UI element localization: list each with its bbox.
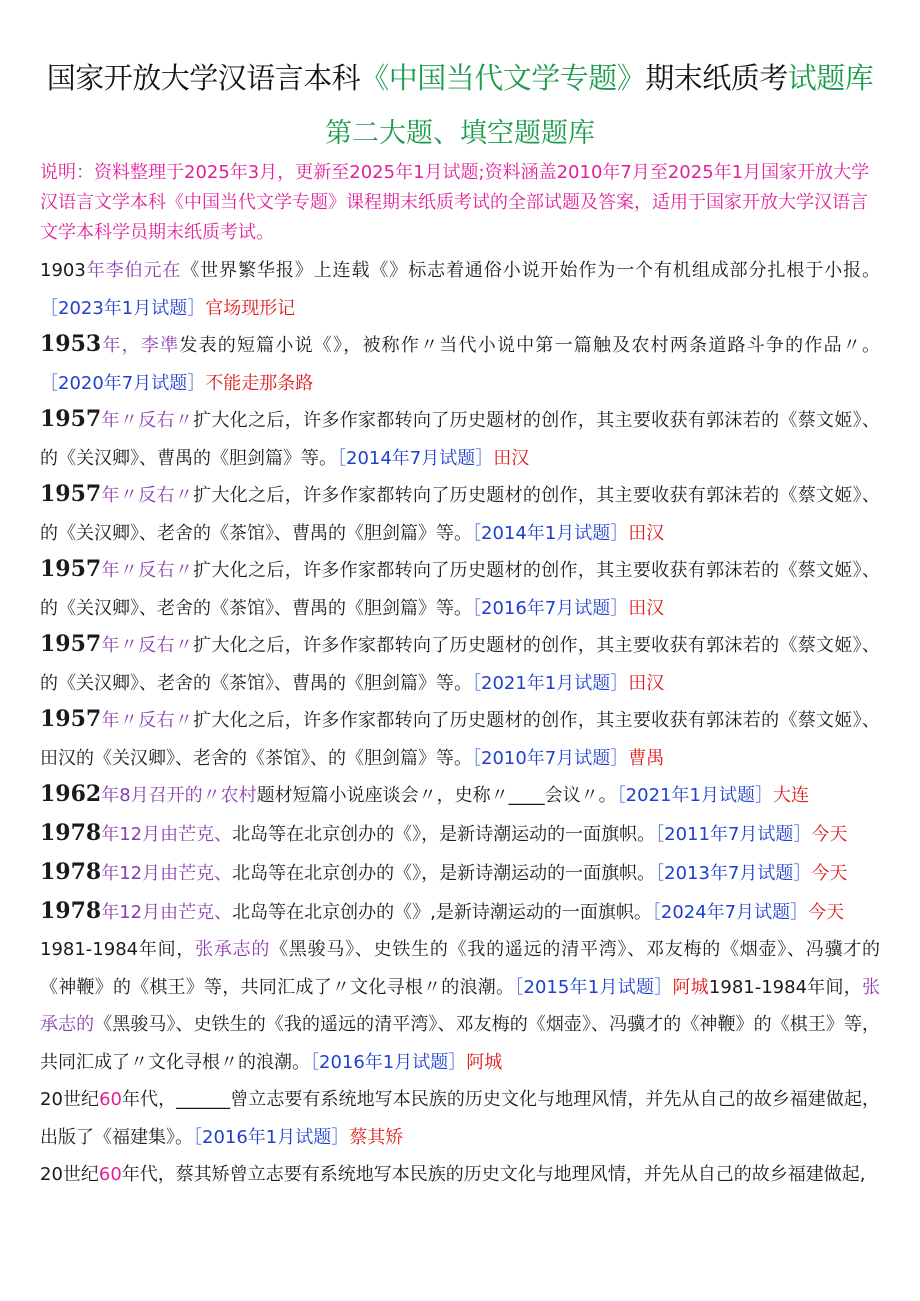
question-highlight: 张承志的 <box>195 939 271 960</box>
question-source-tag: ［2021年1月试题］ <box>472 672 629 694</box>
question-source-tag: ［2024年7月试题］ <box>651 902 809 923</box>
question-answer: 田汉 <box>493 447 530 469</box>
question-highlight: 年，李凖 <box>101 335 180 356</box>
question-item <box>40 401 880 477</box>
question-year: 1957 <box>40 406 102 432</box>
question-item <box>40 854 880 893</box>
question-source-tag: ［2014年7月试题］ <box>337 447 494 469</box>
question-year: 1978 <box>40 859 102 885</box>
question-year: 1978 <box>40 898 102 924</box>
question-text: 年代，______曾立志要有系统地写本民族的历史文化与地理风情，并先从自己的故乡福建做起，出版了《福建集》。 <box>40 1089 880 1148</box>
question-highlight: 年12月由芒克、 <box>101 863 233 884</box>
question-year: 1981-1984年间， <box>40 939 196 960</box>
question-answer: 阿城 <box>466 1051 503 1073</box>
question-item <box>40 931 880 1081</box>
question-highlight: 年〃反右〃 <box>101 635 194 656</box>
question-text: 年代，蔡其矫曾立志要有系统地写本民族的历史文化与地理风情，并先从自己的故乡福建做起, <box>121 1164 866 1185</box>
question-item <box>40 476 880 552</box>
title-part-1: 国家开放大学汉语言本科 <box>46 61 361 95</box>
question-year: 20世纪 <box>40 1164 99 1185</box>
question-source-tag: ［2010年7月试题］ <box>472 747 629 769</box>
question-text: 北岛等在北京创办的《》，是新诗潮运动的一面旗帜。 <box>232 824 656 845</box>
question-highlight: 60 <box>98 1164 122 1185</box>
question-answer: 大连 <box>772 785 809 806</box>
question-source-tag: ［2011年7月试题］ <box>655 824 812 845</box>
question-source-tag: ［2014年1月试题］ <box>472 522 629 544</box>
question-item <box>40 1156 880 1194</box>
question-text: 扩大化之后，许多作家都转向了历史题材的创作，其主要收获有郭沫若的《蔡文姬》、的《关汉卿》、老舍的《茶馆》、曹禺的《胆剑篇》等。 <box>40 560 880 619</box>
question-year: 1978 <box>40 820 102 846</box>
question-year: 1981-1984年间， <box>708 976 862 998</box>
question-item <box>40 252 880 327</box>
question-highlight: 年〃反右〃 <box>101 485 194 506</box>
question-text: 扩大化之后，许多作家都转向了历史题材的创作，其主要收获有郭沫若的《蔡文姬》、的《关汉卿》、曹禺的《胆剑篇》等。 <box>40 410 880 469</box>
question-text: 北岛等在北京创办的《》,是新诗潮运动的一面旗帜。 <box>232 902 652 923</box>
question-source-tag: ［2021年1月试题］ <box>616 785 773 806</box>
question-text: 发表的短篇小说《》，被称作〃当代小说中第一篇触及农村两条道路斗争的作品〃。 <box>179 335 881 356</box>
question-text: 扩大化之后，许多作家都转向了历史题材的创作，其主要收获有郭沫若的《蔡文姬》、的《关汉卿》、老舍的《茶馆》、曹禺的《胆剑篇》等。 <box>40 485 880 544</box>
question-highlight: 年〃反右〃 <box>101 560 194 581</box>
question-item <box>40 701 880 777</box>
question-source-tag: ［2016年1月试题］ <box>310 1051 467 1073</box>
question-item <box>40 776 880 815</box>
question-highlight: 年8月召开的〃农村 <box>101 785 257 806</box>
question-year: 1957 <box>40 706 102 732</box>
question-text: 《黑骏马》、史铁生的《我的遥远的清平湾》、邓友梅的《烟壶》、冯骥才的《神鞭》的《棋王》等，共同汇成了〃文化寻根〃的浪潮。 <box>40 939 880 998</box>
question-answer: 田汉 <box>628 597 665 619</box>
question-year: 1957 <box>40 556 102 582</box>
question-highlight: 年〃反右〃 <box>101 410 194 431</box>
question-highlight: 年12月由芒克、 <box>101 902 233 923</box>
question-item <box>40 815 880 854</box>
instruction-note: 说明：资料整理于2025年3月，更新至2025年1月试题;资料涵盖2010年7月至2025年1月国家开放大学汉语言文学本科《中国当代文学专题》课程期末纸质考试的全部试题及答案，适用于国家开放大学汉语言文学本科学员期末纸质考试。 <box>40 162 870 243</box>
question-answer: 今天 <box>811 824 848 845</box>
title-part-3: 期末纸质考 <box>645 61 788 95</box>
question-item <box>40 551 880 627</box>
question-source-tag: ［2013年7月试题］ <box>655 863 812 884</box>
question-source-tag: ［2016年7月试题］ <box>472 597 629 619</box>
question-year: 20世纪 <box>40 1089 100 1110</box>
question-answer: 今天 <box>811 863 848 884</box>
question-answer: 曹禺 <box>628 747 665 769</box>
question-text: 《世界繁华报》上连载《》标志着通俗小说开始作为一个有机组成部分扎根于小报。 <box>181 260 881 281</box>
question-highlight: 年12月由芒克、 <box>101 824 233 845</box>
question-text: 扩大化之后，许多作家都转向了历史题材的创作，其主要收获有郭沫若的《蔡文姬》、的《关汉卿》、老舍的《茶馆》、曹禺的《胆剑篇》等。 <box>40 635 880 694</box>
question-highlight: 年李伯元在 <box>85 260 182 281</box>
question-source-tag: ［2023年1月试题］ <box>40 297 206 319</box>
question-answer: 田汉 <box>628 522 665 544</box>
question-item <box>40 1081 880 1156</box>
question-answer: 田汉 <box>628 672 665 694</box>
question-source-tag: ［2020年7月试题］ <box>40 372 206 394</box>
question-source-tag: ［2016年1月试题］ <box>193 1126 350 1148</box>
question-highlight: 60 <box>99 1089 122 1110</box>
question-answer: 官场现形记 <box>205 297 296 319</box>
question-source-tag: ［2015年1月试题］ <box>514 976 673 998</box>
question-text: 《黑骏马》、史铁生的《我的遥远的清平湾》、邓友梅的《烟壶》、冯骥才的《神鞭》的《棋王》等，共同汇成了〃文化寻根〃的浪潮。 <box>40 1014 881 1073</box>
question-item <box>40 893 880 932</box>
question-item <box>40 326 880 402</box>
title-part-2: 《中国当代文学专题》 <box>360 61 646 95</box>
question-year: 1962 <box>40 781 102 807</box>
document-title <box>0 56 920 100</box>
question-text: 扩大化之后，许多作家都转向了历史题材的创作，其主要收获有郭沫若的《蔡文姬》、田汉的《关汉卿》、老舍的《茶馆》、的《胆剑篇》等。 <box>40 710 880 769</box>
question-answer: 不能走那条路 <box>205 372 314 394</box>
question-year: 1957 <box>40 631 102 657</box>
question-item <box>40 626 880 702</box>
question-text: 北岛等在北京创办的《》，是新诗潮运动的一面旗帜。 <box>232 863 656 884</box>
question-answer: 今天 <box>808 902 845 923</box>
question-highlight: 年〃反右〃 <box>101 710 194 731</box>
question-answer: 蔡其矫 <box>349 1126 404 1148</box>
question-year: 1903 <box>40 260 86 281</box>
question-year: 1957 <box>40 481 102 507</box>
question-answer: 阿城 <box>672 976 709 998</box>
question-text: 题材短篇小说座谈会〃，史称〃____会议〃。 <box>256 785 617 806</box>
title-part-4: 试题库 <box>787 61 874 95</box>
section-subtitle: 第二大题、填空题题库 <box>325 118 595 149</box>
question-year: 1953 <box>40 331 102 357</box>
question-highlight: 张承志的 <box>40 976 880 1035</box>
